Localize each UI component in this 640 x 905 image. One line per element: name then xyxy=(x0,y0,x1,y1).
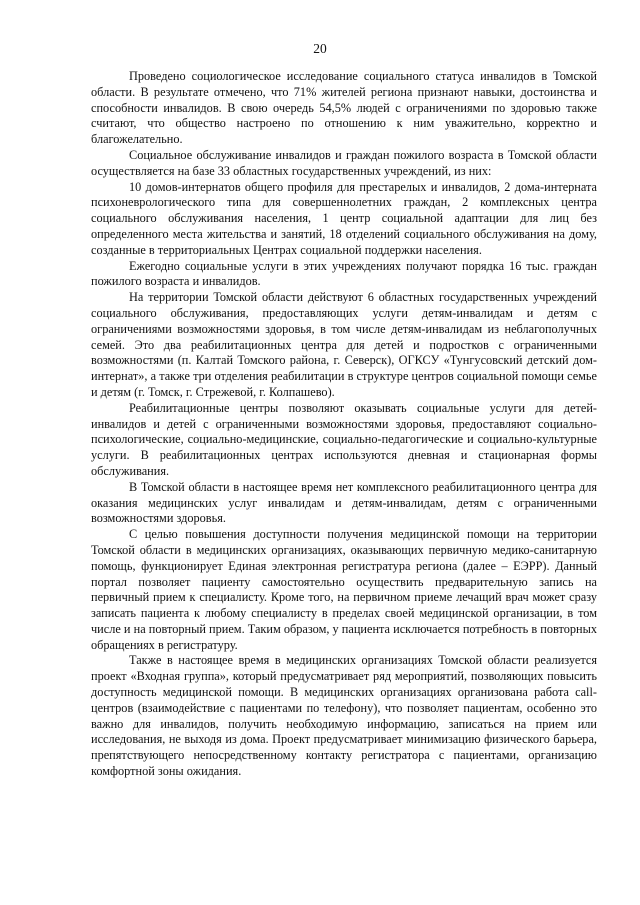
body-text xyxy=(91,69,597,780)
paragraph-entrance-group-project: Также в настоящее время в медицинских организациях Томской области реализуется проект «Входная группа», который предусматривает ряд мероприятий, позволяющих повысить доступность медицинской помощи. В медицинских организациях организована работа call-центров (взаимодействие с пациентами по телефону), что позволяет пациентам, особенно это важно для инвалидов, получить необходимую информацию, записаться на прием или исследования, не выходя из дома. Проект предусматривает минимизацию физического барьера, препятствующего непосредственному контакту регистратора с пациентами, организацию комфортной зоны ожидания. xyxy=(91,653,597,779)
paragraph-electronic-registry: С целью повышения доступности получения медицинской помощи на территории Томской области в медицинских организациях, оказывающих первичную медико-санитарную помощь, функционирует Единая электронная регистратура региона (далее – ЕЭРР). Данный портал позволяет пациенту самостоятельно осуществить предварительную запись на первичный прием к специалисту. Кроме того, на первичном приеме лечащий врач может сразу записать пациента к любому специалисту в пределах своей медицинской организации, в том числе и на повторный прием. Таким образом, у пациента исключается потребность в повторных обращениях в регистратуру. xyxy=(91,527,597,652)
paragraph-social-service-base: Социальное обслуживание инвалидов и граждан пожилого возраста в Томской области осуществляется на базе 33 областных государственных учреждений, из них: xyxy=(91,147,597,178)
paragraph-no-complex-center: В Томской области в настоящее время нет комплексного реабилитационного центра для оказания медицинских услуг инвалидам и детям-инвалидам, детям с ограниченными возможностями здоровья. xyxy=(91,479,597,526)
paragraph-annual-recipients: Ежегодно социальные услуги в этих учреждениях получают порядка 16 тыс. граждан пожилого возраста и инвалидов. xyxy=(91,258,597,289)
paragraph-survey: Проведено социологическое исследование социального статуса инвалидов в Томской области. В результате отмечено, что 71% жителей региона признают навыки, достоинства и способности инвалидов. В свою очередь 54,5% людей с ограничениями по здоровью также считают, что общество настроено по отношению к ним уважительно, корректно и благожелательно. xyxy=(91,69,597,147)
page-number: 20 xyxy=(313,41,327,56)
paragraph-rehabilitation-centers: Реабилитационные центры позволяют оказывать социальные услуги для детей-инвалидов и детей с ограниченными возможностями здоровья, предоставляют социально-психологические, социально-медицинские, социально-педагогические и социально-культурные услуги. В реабилитационных центрах используются дневная и стационарная формы обслуживания. xyxy=(91,400,597,478)
paragraph-institution-list: 10 домов-интернатов общего профиля для престарелых и инвалидов, 2 дома-интерната психоневрологического типа для совершеннолетних граждан, 2 комплексных центра социального обслуживания населения, 1 центр социальной адаптации для лиц без определенного места жительства и занятий, 18 отделений социального обслуживания на дому, созданные в территориальных Центрах социальной поддержки населения. xyxy=(91,179,597,257)
paragraph-children-institutions: На территории Томской области действуют 6 областных государственных учреждений социального обслуживания, предоставляющих услуги детям-инвалидам и детям с ограничениями возможностями здоровья, в том числе детям-инвалидам из неблагополучных семей. Это два реабилитационных центра для детей и подростков с ограниченными возможностями (п. Калтай Томского района, г. Северск), ОГКСУ «Тунгусовский детский дом-интернат», а также три отделения реабилитации в структуре центров социальной помощи семье и детям (г. Томск, г. Стрежевой, г. Колпашево). xyxy=(91,290,597,399)
